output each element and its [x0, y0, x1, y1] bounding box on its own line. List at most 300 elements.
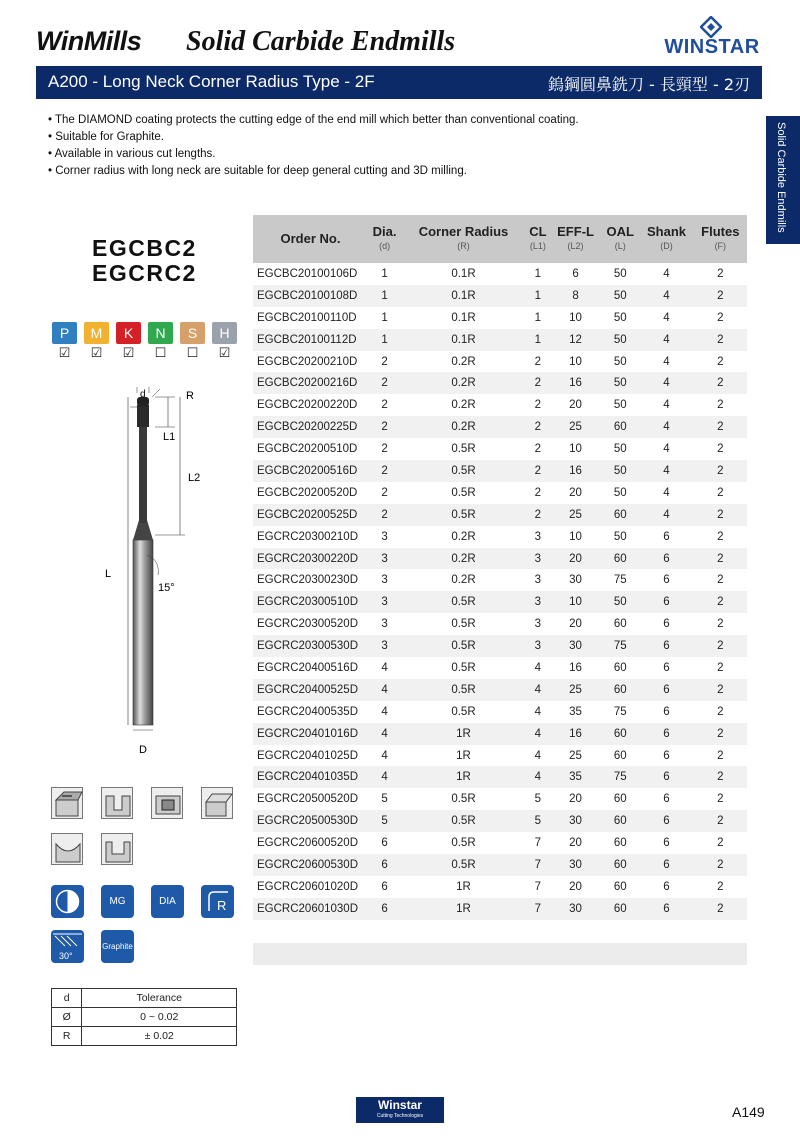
table-row: [253, 810, 747, 832]
spec-cell: 4: [534, 749, 542, 762]
order-number-cell: EGCBC20100106D: [257, 267, 358, 280]
spec-cell: 6: [663, 793, 670, 806]
spec-cell: 2: [717, 749, 724, 762]
spec-cell: 60: [613, 793, 627, 806]
spec-cell: 5: [368, 810, 401, 832]
table-row: [253, 504, 747, 526]
spec-cell: 7: [526, 854, 550, 876]
order-number-cell: EGCRC20300220D: [253, 548, 368, 570]
table-row: [253, 569, 747, 591]
spec-cell: 2: [694, 679, 747, 701]
spec-cell: 6: [663, 880, 670, 893]
spec-cell: 1: [526, 329, 550, 351]
col-corner-radius: Corner Radius (R): [401, 215, 526, 263]
spec-cell: 3: [368, 635, 401, 657]
col-shank: Shank (D): [639, 215, 693, 263]
spec-cell: 60: [601, 810, 639, 832]
spec-cell: 10: [569, 443, 582, 456]
label-angle: 15°: [158, 582, 175, 594]
order-number-cell: EGCBC20200520D: [257, 486, 358, 499]
spec-cell: 4: [526, 766, 550, 788]
spec-cell: 50: [613, 355, 627, 368]
section-title: A200 - Long Neck Corner Radius Type - 2F: [48, 72, 375, 91]
table-row: [253, 898, 747, 920]
tolerance-row: [52, 1008, 237, 1027]
table-row: [253, 788, 747, 810]
spec-cell: 3: [368, 591, 401, 613]
spec-cell: 25: [550, 416, 601, 438]
spec-cell: 0.2R: [401, 548, 526, 570]
spec-cell: 0.5R: [401, 591, 526, 613]
spec-cell: 0.2R: [451, 399, 476, 412]
feature-item: • The DIAMOND coating protects the cutting edge of the end mill which better than conventional coating.: [48, 112, 579, 129]
spec-cell: 2: [381, 355, 388, 368]
spec-cell: 75: [601, 766, 639, 788]
footer-logo-name: Winstar: [378, 1098, 422, 1112]
spec-cell: 6: [368, 854, 401, 876]
spec-cell: 4: [663, 267, 670, 280]
spec-cell: 2: [717, 355, 724, 368]
spec-cell: 2: [694, 329, 747, 351]
spec-cell: 6: [663, 574, 670, 587]
table-row: [253, 460, 747, 482]
spec-cell: 0.1R: [401, 285, 526, 307]
spec-cell: 0.1R: [451, 311, 476, 324]
table-row: [253, 372, 747, 394]
spec-cell: 0.1R: [451, 267, 476, 280]
material-s-badge: S: [180, 322, 205, 344]
mg-badge: MG: [101, 885, 134, 918]
spec-cell: 2: [717, 486, 724, 499]
label-l: L: [105, 568, 112, 580]
spec-cell: 2: [526, 504, 550, 526]
spec-cell: 1: [368, 285, 401, 307]
table-row: [253, 876, 747, 898]
spec-cell: 6: [639, 766, 693, 788]
spec-table: [253, 215, 747, 920]
table-row: [253, 635, 747, 657]
winstar-mark-icon: [700, 16, 722, 38]
spec-cell: 0.5R: [451, 793, 476, 806]
material-m-badge: M: [84, 322, 109, 344]
table-row: [253, 548, 747, 570]
spec-cell: 0.5R: [401, 854, 526, 876]
spec-cell: 4: [526, 679, 550, 701]
spec-cell: 2: [717, 618, 724, 631]
spec-cell: 0.5R: [451, 837, 476, 850]
tolerance-header-cell: d: [52, 989, 82, 1008]
spec-cell: 0.2R: [451, 355, 476, 368]
spec-cell: 30: [550, 854, 601, 876]
spec-cell: 12: [550, 329, 601, 351]
spec-cell: 4: [639, 504, 693, 526]
feature-item: • Suitable for Graphite.: [48, 129, 579, 146]
table-row: [253, 285, 747, 307]
spec-cell: 5: [381, 793, 388, 806]
section-bar: [36, 66, 762, 99]
spec-cell: 10: [569, 311, 582, 324]
table-row: [253, 526, 747, 548]
spec-cell: 7: [534, 837, 542, 850]
spec-cell: 4: [368, 679, 401, 701]
spec-cell: 60: [601, 898, 639, 920]
spec-cell: 3: [534, 618, 542, 631]
spec-cell: 2: [694, 766, 747, 788]
spec-cell: 2: [717, 705, 724, 718]
spec-cell: 10: [569, 530, 582, 543]
col-eff-l: EFF-L (L2): [550, 215, 601, 263]
label-l1: L1: [163, 431, 176, 443]
table-row: [253, 591, 747, 613]
spec-cell: 0.5R: [401, 504, 526, 526]
spec-cell: 0.2R: [401, 372, 526, 394]
tolerance-row: [52, 1027, 237, 1046]
spec-cell: 3: [526, 591, 550, 613]
table-row: [253, 438, 747, 460]
winstar-logo: [660, 16, 764, 58]
table-row: [253, 416, 747, 438]
label-l2: L2: [188, 472, 201, 484]
spec-cell: 4: [381, 705, 388, 718]
spec-cell: 6: [639, 591, 693, 613]
spec-cell: 1: [526, 285, 550, 307]
spec-cell: 60: [601, 504, 639, 526]
order-number-cell: EGCRC20300210D: [257, 530, 359, 543]
order-number-cell: EGCRC20400525D: [253, 679, 368, 701]
spec-cell: 2: [717, 661, 724, 674]
spec-cell: 4: [663, 355, 670, 368]
spec-cell: 3: [526, 548, 550, 570]
material-k-badge: K: [116, 322, 141, 344]
spec-cell: 0.5R: [451, 618, 476, 631]
spec-cell: 2: [381, 399, 388, 412]
spec-cell: 2: [368, 416, 401, 438]
page-number: A149: [732, 1104, 765, 1120]
spec-cell: 60: [613, 618, 627, 631]
spec-cell: 50: [613, 267, 627, 280]
spec-cell: 50: [613, 530, 627, 543]
spec-cell: 4: [663, 443, 670, 456]
label-r: R: [186, 390, 194, 402]
spec-cell: 4: [368, 723, 401, 745]
dia-badge: DIA: [151, 885, 184, 918]
tolerance-header: [52, 989, 237, 1008]
order-number-cell: EGCRC20601020D: [257, 880, 359, 893]
order-number-cell: EGCRC20300510D: [253, 591, 368, 613]
order-number-cell: EGCRC20300520D: [257, 618, 359, 631]
spec-cell: 0.2R: [401, 416, 526, 438]
spec-cell: 2: [717, 443, 724, 456]
tolerance-header-cell: Tolerance: [82, 989, 237, 1008]
spec-cell: 60: [613, 749, 627, 762]
spec-cell: 1: [534, 267, 542, 280]
spec-cell: 2: [381, 486, 388, 499]
spec-cell: 30: [550, 810, 601, 832]
spec-cell: 20: [569, 399, 582, 412]
spec-cell: 20: [569, 486, 582, 499]
spec-cell: 60: [601, 416, 639, 438]
order-number-cell: EGCRC20600530D: [253, 854, 368, 876]
spec-cell: 4: [639, 416, 693, 438]
order-number-cell: EGCRC20300230D: [257, 574, 359, 587]
order-number-cell: EGCBC20100110D: [257, 311, 357, 324]
spec-cell: 0.5R: [401, 679, 526, 701]
spec-cell: 6: [639, 810, 693, 832]
spec-cell: 75: [601, 635, 639, 657]
spec-cell: 50: [601, 329, 639, 351]
page-title: Solid Carbide Endmills: [186, 26, 456, 57]
spec-cell: 50: [601, 372, 639, 394]
side-tab-label: Solid Carbide Endmills: [775, 122, 787, 233]
spec-cell: 2: [368, 372, 401, 394]
spec-cell: 20: [569, 880, 582, 893]
endmill-drawing: [100, 385, 210, 765]
check-m: ☑: [90, 346, 103, 361]
spec-cell: 50: [613, 311, 627, 324]
side-tab[interactable]: [766, 116, 800, 244]
plunge-icon: [101, 833, 133, 865]
spec-cell: 10: [550, 591, 601, 613]
spec-cell: 0.5R: [401, 810, 526, 832]
brand-name: WinMills: [36, 26, 142, 56]
spec-cell: 3: [534, 530, 542, 543]
side-milling-icon: [51, 787, 83, 819]
spec-table-body: [253, 263, 747, 920]
spec-cell: 75: [613, 705, 627, 718]
feature-item: • Available in various cut lengths.: [48, 146, 579, 163]
spec-cell: 4: [381, 749, 388, 762]
spec-cell: 4: [368, 766, 401, 788]
spec-cell: 4: [663, 311, 670, 324]
spec-cell: 2: [717, 880, 724, 893]
table-row: [253, 351, 747, 373]
spec-cell: 2: [534, 486, 542, 499]
col-oal: OAL (L): [601, 215, 639, 263]
spec-cell: 20: [550, 548, 601, 570]
col-flutes: Flutes (F): [694, 215, 747, 263]
spec-cell: 25: [550, 679, 601, 701]
tolerance-cell: R: [52, 1027, 82, 1046]
spec-cell: 4: [381, 661, 388, 674]
pocketing-icon: [151, 787, 183, 819]
spec-cell: 50: [613, 399, 627, 412]
spec-cell: 0.5R: [401, 635, 526, 657]
spec-cell: 6: [639, 854, 693, 876]
footer-logo-sub: Cutting Technologies: [376, 1113, 424, 1119]
spec-cell: 35: [569, 705, 582, 718]
spec-cell: 60: [613, 880, 627, 893]
spec-cell: 6: [639, 723, 693, 745]
spec-cell: 60: [613, 661, 627, 674]
spec-cell: 4: [639, 460, 693, 482]
order-number-cell: EGCBC20200525D: [253, 504, 368, 526]
spec-cell: 25: [569, 749, 582, 762]
spec-cell: 2: [694, 723, 747, 745]
spec-cell: 25: [550, 504, 601, 526]
order-number-cell: EGCRC20300530D: [253, 635, 368, 657]
helix-30-icon: [51, 930, 84, 963]
spec-cell: 2: [717, 267, 724, 280]
spec-cell: 50: [601, 460, 639, 482]
spec-cell: 16: [550, 723, 601, 745]
table-row: [253, 701, 747, 723]
order-number-cell: EGCRC20401016D: [253, 723, 368, 745]
spec-cell: 6: [663, 661, 670, 674]
corner-radius-icon: [201, 885, 234, 918]
spec-cell: 4: [663, 399, 670, 412]
spec-cell: 2: [534, 399, 542, 412]
material-p-badge: P: [52, 322, 77, 344]
label-d: d: [140, 389, 146, 400]
spec-cell: 20: [569, 793, 582, 806]
table-row: [253, 679, 747, 701]
tolerance-cell: ± 0.02: [82, 1027, 237, 1046]
order-number-cell: EGCBC20200210D: [257, 355, 358, 368]
table-row: [253, 745, 747, 767]
col-order-no: Order No.: [253, 215, 368, 263]
order-number-cell: EGCRC20401035D: [253, 766, 368, 788]
tolerance-cell: 0 ~ 0.02: [82, 1008, 237, 1027]
spec-cell: 50: [601, 285, 639, 307]
spec-cell: 2: [717, 530, 724, 543]
two-flute-icon: [51, 885, 84, 918]
table-row: [253, 723, 747, 745]
spec-cell: 5: [534, 793, 542, 806]
spec-cell: 7: [534, 880, 542, 893]
spec-cell: 2: [717, 837, 724, 850]
spec-cell: 4: [534, 705, 542, 718]
spec-cell: 3: [381, 618, 388, 631]
spec-cell: 2: [368, 504, 401, 526]
table-row: [253, 394, 747, 416]
table-row: [253, 766, 747, 788]
spec-cell: 1: [381, 267, 388, 280]
spec-cell: 0.2R: [451, 574, 476, 587]
material-h-badge: H: [212, 322, 237, 344]
spec-cell: 60: [601, 679, 639, 701]
table-row: [253, 854, 747, 876]
spec-cell: 2: [717, 399, 724, 412]
order-number-cell: EGCRC20601030D: [253, 898, 368, 920]
spec-cell: 60: [601, 854, 639, 876]
spec-cell: 0.5R: [451, 486, 476, 499]
spec-cell: 2: [526, 416, 550, 438]
spec-cell: 60: [601, 548, 639, 570]
spec-cell: 4: [663, 486, 670, 499]
col-cl: CL (L1): [526, 215, 550, 263]
feature-item: • Corner radius with long neck are suitable for deep general cutting and 3D milling.: [48, 163, 579, 180]
spec-cell: 0.5R: [451, 661, 476, 674]
table-row: [253, 263, 747, 285]
spec-cell: 1R: [401, 723, 526, 745]
spec-cell: 4: [534, 661, 542, 674]
spec-table-header: [253, 215, 747, 263]
spec-cell: 6: [368, 898, 401, 920]
spec-cell: 60: [601, 723, 639, 745]
spec-cell: 3: [526, 635, 550, 657]
spec-cell: 2: [381, 443, 388, 456]
product-code: EGCRC2: [92, 260, 197, 286]
spec-cell: 2: [534, 355, 542, 368]
order-number-cell: EGCRC20400516D: [257, 661, 359, 674]
spec-cell: 30: [550, 898, 601, 920]
spec-cell: 60: [613, 837, 627, 850]
spec-cell: 75: [613, 574, 627, 587]
spec-cell: 2: [694, 591, 747, 613]
spec-cell: 16: [550, 460, 601, 482]
spec-cell: 2: [694, 898, 747, 920]
spec-cell: 50: [613, 443, 627, 456]
spec-cell: 6: [381, 837, 388, 850]
section-title-chinese: 鎢鋼圓鼻銑刀 - 長頸型 - 2刃: [547, 75, 750, 94]
spec-cell: 2: [694, 504, 747, 526]
spec-cell: 2: [694, 854, 747, 876]
spec-cell: 8: [550, 285, 601, 307]
spec-cell: 2: [694, 460, 747, 482]
spec-cell: 2: [694, 548, 747, 570]
spec-cell: 4: [639, 372, 693, 394]
check-s: ☐: [186, 346, 199, 361]
spec-cell: 30: [569, 574, 582, 587]
order-number-cell: EGCBC20100108D: [253, 285, 368, 307]
table-row: [253, 657, 747, 679]
col-dia: Dia. (d): [368, 215, 401, 263]
table-footer-bar: [253, 943, 747, 965]
spec-cell: 20: [569, 618, 582, 631]
material-n-badge: N: [148, 322, 173, 344]
check-p: ☑: [58, 346, 71, 361]
spec-cell: 2: [717, 311, 724, 324]
order-number-cell: EGCBC20200220D: [257, 399, 358, 412]
table-row: [253, 482, 747, 504]
logo-text: WINSTAR: [664, 36, 760, 58]
spec-cell: 3: [381, 574, 388, 587]
spec-cell: 0.5R: [451, 705, 476, 718]
spec-cell: 1R: [401, 766, 526, 788]
order-number-cell: EGCBC20200225D: [253, 416, 368, 438]
spec-cell: 30: [550, 635, 601, 657]
spec-cell: 2: [526, 372, 550, 394]
footer-logo: [356, 1097, 444, 1123]
spec-cell: 3: [381, 530, 388, 543]
spec-cell: 6: [639, 548, 693, 570]
order-number-cell: EGCBC20200516D: [253, 460, 368, 482]
spec-cell: 4: [526, 723, 550, 745]
spec-cell: 2: [694, 372, 747, 394]
check-k: ☑: [122, 346, 135, 361]
spec-cell: 50: [613, 486, 627, 499]
order-number-cell: EGCRC20401025D: [257, 749, 359, 762]
table-row: [253, 307, 747, 329]
spec-cell: 2: [694, 810, 747, 832]
spec-cell: 2: [717, 793, 724, 806]
order-number-cell: EGCBC20200216D: [253, 372, 368, 394]
feature-list: [48, 112, 579, 180]
spec-cell: 3: [534, 574, 542, 587]
spec-cell: 6: [381, 880, 388, 893]
spec-cell: 0.1R: [401, 329, 526, 351]
spec-cell: 16: [550, 372, 601, 394]
spec-cell: 6: [663, 705, 670, 718]
spec-cell: 1R: [456, 749, 471, 762]
spec-cell: 0.2R: [451, 530, 476, 543]
spec-cell: 2: [694, 635, 747, 657]
spec-cell: 2: [694, 285, 747, 307]
spec-cell: 2: [526, 460, 550, 482]
order-number-cell: EGCBC20100112D: [253, 329, 368, 351]
product-codes: [92, 236, 197, 286]
spec-cell: 5: [526, 810, 550, 832]
